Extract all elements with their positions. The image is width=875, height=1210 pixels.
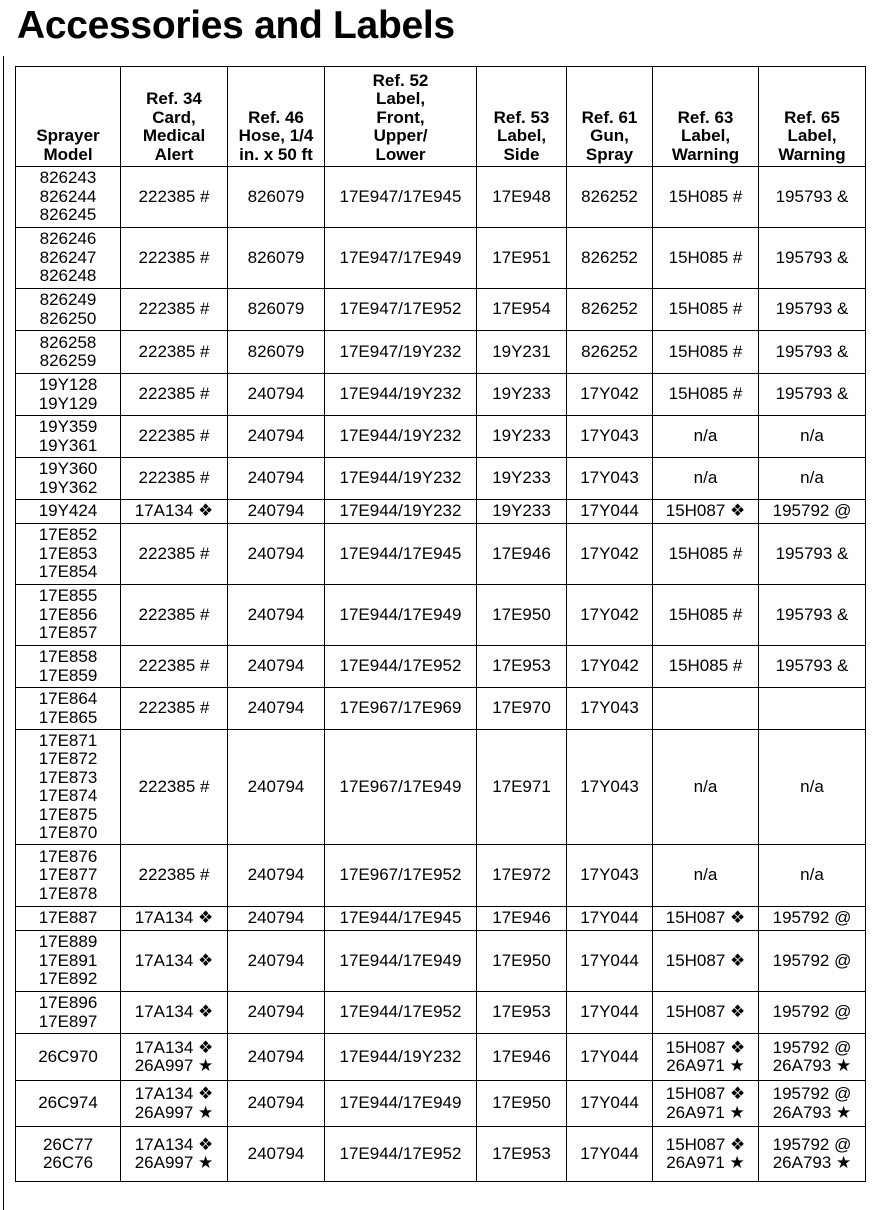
table-row [16, 289, 866, 331]
col-ref-61-cell: 17Y044 [567, 500, 653, 524]
col-ref-63-cell: 15H085 # [653, 374, 759, 416]
col-ref-61-cell: 826252 [567, 331, 653, 374]
col-ref-53-cell: 17E948 [477, 167, 567, 228]
col-ref-34-cell: 222385 # [121, 289, 228, 331]
col-ref-46-cell: 240794 [228, 907, 325, 931]
col-ref-65-cell: 195793 & [759, 331, 866, 374]
col-ref-63-cell: 15H085 # [653, 228, 759, 289]
col-sprayer-model-cell: 17E871 17E872 17E873 17E874 17E875 17E870 [16, 730, 121, 845]
col-ref-61-cell: 826252 [567, 228, 653, 289]
col-ref-65-cell [759, 688, 866, 730]
col-ref-63-cell: 15H087 ❖ 26A971 ★ [653, 1127, 759, 1182]
col-ref-34-cell: 17A134 ❖ 26A997 ★ [121, 1127, 228, 1182]
col-ref-53-cell: 17E946 [477, 1034, 567, 1081]
col-ref-46-header: Ref. 46 Hose, 1/4 in. x 50 ft [228, 67, 325, 167]
col-sprayer-model-cell: 19Y360 19Y362 [16, 458, 121, 500]
col-ref-65-cell: n/a [759, 416, 866, 458]
col-ref-52-cell: 17E944/19Y232 [325, 500, 477, 524]
col-ref-53-cell: 17E950 [477, 1081, 567, 1127]
col-ref-61-cell: 17Y043 [567, 688, 653, 730]
col-ref-34-cell: 222385 # [121, 228, 228, 289]
col-sprayer-model-cell: 19Y359 19Y361 [16, 416, 121, 458]
table-row [16, 524, 866, 585]
col-ref-53-cell: 17E950 [477, 931, 567, 992]
col-sprayer-model-cell: 17E864 17E865 [16, 688, 121, 730]
col-ref-65-cell: 195792 @ 26A793 ★ [759, 1034, 866, 1081]
col-ref-65-cell: n/a [759, 845, 866, 907]
col-ref-46-cell: 240794 [228, 646, 325, 688]
col-ref-46-cell: 240794 [228, 1127, 325, 1182]
table-row [16, 1127, 866, 1182]
col-ref-53-cell: 19Y233 [477, 374, 567, 416]
col-ref-34-cell: 222385 # [121, 331, 228, 374]
page-left-edge [3, 56, 4, 1210]
col-ref-61-cell: 826252 [567, 289, 653, 331]
col-ref-61-cell: 17Y044 [567, 1127, 653, 1182]
col-ref-53-cell: 17E953 [477, 646, 567, 688]
col-ref-34-cell: 17A134 ❖ 26A997 ★ [121, 1081, 228, 1127]
col-ref-65-cell: n/a [759, 458, 866, 500]
col-sprayer-model-cell: 26C77 26C76 [16, 1127, 121, 1182]
col-ref-46-cell: 240794 [228, 688, 325, 730]
col-ref-63-cell: 15H087 ❖ 26A971 ★ [653, 1034, 759, 1081]
col-ref-61-cell: 826252 [567, 167, 653, 228]
col-ref-52-cell: 17E944/17E949 [325, 931, 477, 992]
col-ref-61-cell: 17Y042 [567, 646, 653, 688]
col-sprayer-model-cell: 826246 826247 826248 [16, 228, 121, 289]
col-sprayer-model-cell: 17E858 17E859 [16, 646, 121, 688]
col-ref-53-cell: 17E970 [477, 688, 567, 730]
col-ref-34-cell: 222385 # [121, 374, 228, 416]
col-ref-61-cell: 17Y044 [567, 992, 653, 1034]
col-sprayer-model-cell: 17E896 17E897 [16, 992, 121, 1034]
col-ref-52-cell: 17E944/17E949 [325, 1081, 477, 1127]
col-ref-63-cell: 15H085 # [653, 646, 759, 688]
col-ref-52-cell: 17E944/19Y232 [325, 416, 477, 458]
col-ref-52-cell: 17E944/17E952 [325, 1127, 477, 1182]
col-ref-61-header: Ref. 61 Gun, Spray [567, 67, 653, 167]
col-ref-52-header: Ref. 52 Label, Front, Upper/ Lower [325, 67, 477, 167]
col-ref-34-cell: 222385 # [121, 416, 228, 458]
table-row [16, 416, 866, 458]
col-ref-65-cell: 195793 & [759, 585, 866, 646]
col-ref-46-cell: 240794 [228, 730, 325, 845]
col-ref-53-cell: 17E953 [477, 1127, 567, 1182]
col-ref-34-cell: 222385 # [121, 730, 228, 845]
page-title: Accessories and Labels [17, 4, 455, 47]
col-ref-34-cell: 222385 # [121, 646, 228, 688]
col-ref-63-cell: n/a [653, 416, 759, 458]
col-ref-53-cell: 17E971 [477, 730, 567, 845]
col-ref-53-cell: 19Y231 [477, 331, 567, 374]
col-ref-46-cell: 240794 [228, 500, 325, 524]
col-ref-61-cell: 17Y042 [567, 524, 653, 585]
col-sprayer-model-cell: 17E855 17E856 17E857 [16, 585, 121, 646]
col-ref-65-cell: 195793 & [759, 524, 866, 585]
col-ref-52-cell: 17E944/17E945 [325, 907, 477, 931]
table-row [16, 331, 866, 374]
col-ref-61-cell: 17Y043 [567, 845, 653, 907]
col-ref-63-cell: 15H087 ❖ 26A971 ★ [653, 1081, 759, 1127]
col-ref-61-cell: 17Y042 [567, 374, 653, 416]
col-ref-34-cell: 222385 # [121, 524, 228, 585]
col-ref-52-cell: 17E944/17E952 [325, 992, 477, 1034]
col-ref-61-cell: 17Y044 [567, 1034, 653, 1081]
col-ref-46-cell: 240794 [228, 374, 325, 416]
col-ref-46-cell: 826079 [228, 331, 325, 374]
col-ref-46-cell: 240794 [228, 1081, 325, 1127]
col-ref-63-cell: 15H087 ❖ [653, 500, 759, 524]
col-ref-53-cell: 17E953 [477, 992, 567, 1034]
col-ref-53-cell: 17E951 [477, 228, 567, 289]
col-ref-65-cell: 195792 @ 26A793 ★ [759, 1127, 866, 1182]
col-ref-46-cell: 240794 [228, 416, 325, 458]
col-ref-46-cell: 826079 [228, 167, 325, 228]
col-ref-53-cell: 17E946 [477, 907, 567, 931]
table-row [16, 374, 866, 416]
col-ref-46-cell: 240794 [228, 845, 325, 907]
col-sprayer-model-cell: 826249 826250 [16, 289, 121, 331]
col-ref-65-cell: 195792 @ [759, 931, 866, 992]
col-ref-52-cell: 17E944/19Y232 [325, 374, 477, 416]
col-ref-63-cell [653, 688, 759, 730]
col-ref-46-cell: 826079 [228, 228, 325, 289]
col-sprayer-model-cell: 26C970 [16, 1034, 121, 1081]
col-ref-63-cell: 15H085 # [653, 289, 759, 331]
col-ref-34-cell: 17A134 ❖ [121, 500, 228, 524]
table-row [16, 585, 866, 646]
col-ref-46-cell: 240794 [228, 524, 325, 585]
col-ref-52-cell: 17E944/17E949 [325, 585, 477, 646]
col-ref-63-cell: 15H087 ❖ [653, 931, 759, 992]
col-ref-63-cell: 15H085 # [653, 524, 759, 585]
col-ref-53-cell: 19Y233 [477, 416, 567, 458]
col-ref-63-cell: 15H085 # [653, 167, 759, 228]
col-ref-46-cell: 240794 [228, 992, 325, 1034]
col-ref-34-cell: 222385 # [121, 845, 228, 907]
col-ref-34-cell: 222385 # [121, 585, 228, 646]
table-row [16, 907, 866, 931]
table-row [16, 845, 866, 907]
col-ref-53-cell: 17E950 [477, 585, 567, 646]
col-ref-61-cell: 17Y043 [567, 458, 653, 500]
col-ref-34-cell: 17A134 ❖ [121, 931, 228, 992]
col-ref-52-cell: 17E967/17E952 [325, 845, 477, 907]
table-row [16, 1034, 866, 1081]
col-ref-63-cell: 15H085 # [653, 331, 759, 374]
col-ref-63-cell: 15H085 # [653, 585, 759, 646]
col-ref-61-cell: 17Y043 [567, 416, 653, 458]
header-row [16, 67, 866, 167]
col-ref-65-cell: n/a [759, 730, 866, 845]
table-row [16, 931, 866, 992]
col-ref-52-cell: 17E944/17E952 [325, 646, 477, 688]
table-row [16, 167, 866, 228]
col-sprayer-model-cell: 19Y424 [16, 500, 121, 524]
col-ref-52-cell: 17E944/17E945 [325, 524, 477, 585]
col-sprayer-model-cell: 17E852 17E853 17E854 [16, 524, 121, 585]
table-row [16, 228, 866, 289]
col-sprayer-model-cell: 17E876 17E877 17E878 [16, 845, 121, 907]
col-ref-53-cell: 19Y233 [477, 500, 567, 524]
col-ref-61-cell: 17Y044 [567, 1081, 653, 1127]
table-row [16, 1081, 866, 1127]
table-row [16, 688, 866, 730]
col-ref-61-cell: 17Y044 [567, 931, 653, 992]
col-ref-52-cell: 17E967/17E969 [325, 688, 477, 730]
table-row [16, 730, 866, 845]
col-ref-63-cell: 15H087 ❖ [653, 907, 759, 931]
col-ref-65-cell: 195793 & [759, 289, 866, 331]
col-sprayer-model-cell: 826243 826244 826245 [16, 167, 121, 228]
col-ref-52-cell: 17E944/19Y232 [325, 458, 477, 500]
col-ref-52-cell: 17E947/17E949 [325, 228, 477, 289]
col-ref-52-cell: 17E947/17E945 [325, 167, 477, 228]
col-ref-46-cell: 240794 [228, 585, 325, 646]
col-sprayer-model-cell: 826258 826259 [16, 331, 121, 374]
col-ref-53-cell: 17E972 [477, 845, 567, 907]
col-sprayer-model-cell: 17E889 17E891 17E892 [16, 931, 121, 992]
accessories-labels-table [15, 66, 866, 1182]
col-ref-65-cell: 195793 & [759, 374, 866, 416]
col-ref-46-cell: 240794 [228, 931, 325, 992]
col-ref-63-cell: 15H087 ❖ [653, 992, 759, 1034]
col-ref-34-cell: 17A134 ❖ [121, 907, 228, 931]
col-ref-63-cell: n/a [653, 458, 759, 500]
col-sprayer-model-cell: 17E887 [16, 907, 121, 931]
col-ref-52-cell: 17E944/19Y232 [325, 1034, 477, 1081]
col-ref-34-cell: 222385 # [121, 458, 228, 500]
col-ref-46-cell: 240794 [228, 458, 325, 500]
table-row [16, 992, 866, 1034]
col-ref-63-cell: n/a [653, 845, 759, 907]
col-ref-61-cell: 17Y044 [567, 907, 653, 931]
table-body [16, 167, 866, 1182]
col-ref-52-cell: 17E967/17E949 [325, 730, 477, 845]
col-ref-46-cell: 826079 [228, 289, 325, 331]
col-ref-53-header: Ref. 53 Label, Side [477, 67, 567, 167]
col-ref-46-cell: 240794 [228, 1034, 325, 1081]
col-ref-34-cell: 17A134 ❖ [121, 992, 228, 1034]
col-ref-65-cell: 195793 & [759, 167, 866, 228]
col-ref-65-cell: 195793 & [759, 646, 866, 688]
col-ref-61-cell: 17Y042 [567, 585, 653, 646]
col-ref-34-cell: 222385 # [121, 167, 228, 228]
col-ref-53-cell: 17E946 [477, 524, 567, 585]
col-ref-34-header: Ref. 34 Card, Medical Alert [121, 67, 228, 167]
col-ref-65-cell: 195792 @ [759, 500, 866, 524]
col-ref-65-header: Ref. 65 Label, Warning [759, 67, 866, 167]
col-ref-65-cell: 195793 & [759, 228, 866, 289]
table-row [16, 500, 866, 524]
col-ref-34-cell: 222385 # [121, 688, 228, 730]
col-ref-63-header: Ref. 63 Label, Warning [653, 67, 759, 167]
col-sprayer-model-cell: 19Y128 19Y129 [16, 374, 121, 416]
table-row [16, 646, 866, 688]
table-row [16, 458, 866, 500]
col-ref-65-cell: 195792 @ [759, 992, 866, 1034]
col-ref-65-cell: 195792 @ 26A793 ★ [759, 1081, 866, 1127]
col-ref-52-cell: 17E947/19Y232 [325, 331, 477, 374]
col-ref-34-cell: 17A134 ❖ 26A997 ★ [121, 1034, 228, 1081]
col-ref-63-cell: n/a [653, 730, 759, 845]
col-sprayer-model-header: Sprayer Model [16, 67, 121, 167]
col-ref-53-cell: 19Y233 [477, 458, 567, 500]
col-ref-53-cell: 17E954 [477, 289, 567, 331]
col-ref-61-cell: 17Y043 [567, 730, 653, 845]
col-ref-65-cell: 195792 @ [759, 907, 866, 931]
col-ref-52-cell: 17E947/17E952 [325, 289, 477, 331]
col-sprayer-model-cell: 26C974 [16, 1081, 121, 1127]
